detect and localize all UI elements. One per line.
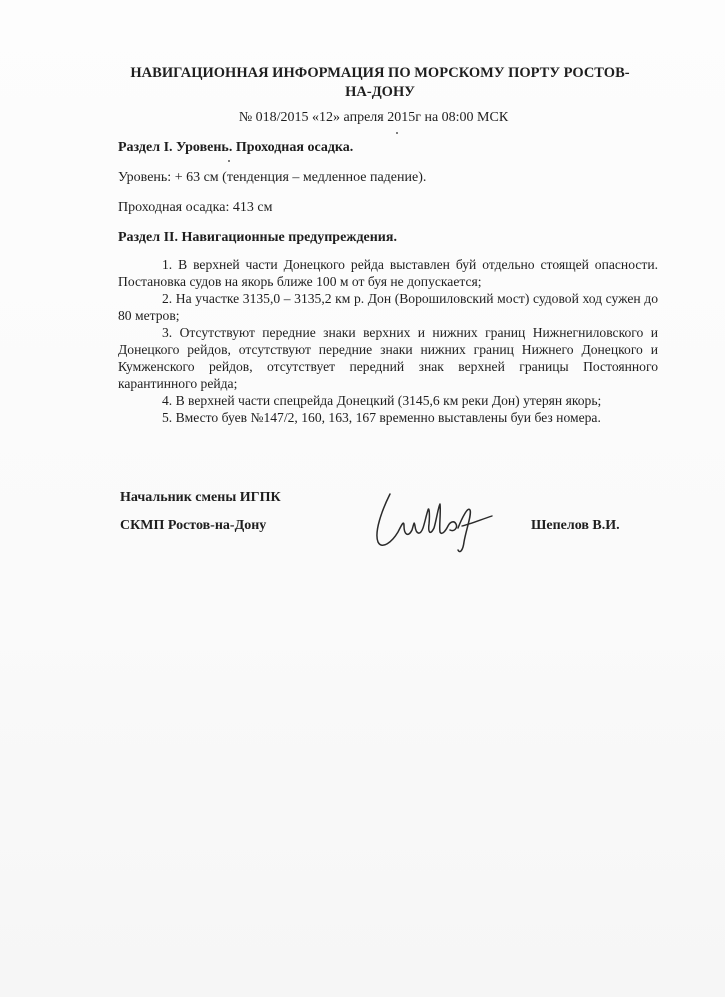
document-number-date: № 018/2015 «12» апреля 2015г на 08:00 МСК	[238, 110, 509, 125]
signer-position: Начальник смены ИГПК	[120, 490, 281, 505]
warning-item-3: 3. Отсутствуют передние знаки верхних и нижних границ Нижнегниловского и Донецкого рейдов, отсутствуют передние знаки нижних границ Нижнего Донецкого и Кумженского рейдов, отсутствует передний знак верхней границы Постоянного карантинного рейда;	[118, 325, 658, 391]
scan-speck	[228, 160, 230, 162]
scan-speck	[396, 132, 398, 134]
water-level-line: Уровень: + 63 см (тенденция – медленное падение).	[118, 170, 427, 185]
section-2-heading: Раздел II. Навигационные предупреждения.	[118, 230, 397, 245]
warning-item-1: 1. В верхней части Донецкого рейда выставлен буй отдельно стоящей опасности. Постановка судов на якорь ближе 100 м от буя не допускается;	[118, 257, 658, 289]
signer-name: Шепелов В.И.	[531, 518, 620, 533]
warning-item-5: 5. Вместо буев №147/2, 160, 163, 167 временно выставлены буи без номера.	[162, 410, 601, 425]
passage-draft-line: Проходная осадка: 413 см	[118, 200, 273, 215]
signer-organization: СКМП Ростов-на-Дону	[120, 518, 267, 533]
signature-icon	[368, 480, 498, 560]
warning-item-2: 2. На участке 3135,0 – 3135,2 км р. Дон (Ворошиловский мост) судовой ход сужен до 80 метров;	[118, 291, 658, 323]
warning-item-4: 4. В верхней части спецрейда Донецкий (3145,6 км реки Дон) утерян якорь;	[162, 393, 602, 408]
section-1-heading: Раздел I. Уровень. Проходная осадка.	[118, 140, 354, 155]
navigation-warnings-list	[118, 256, 658, 426]
document-title: НАВИГАЦИОННАЯ ИНФОРМАЦИЯ ПО МОРСКОМУ ПОРТУ РОСТОВ-НА-ДОНУ	[130, 65, 630, 100]
